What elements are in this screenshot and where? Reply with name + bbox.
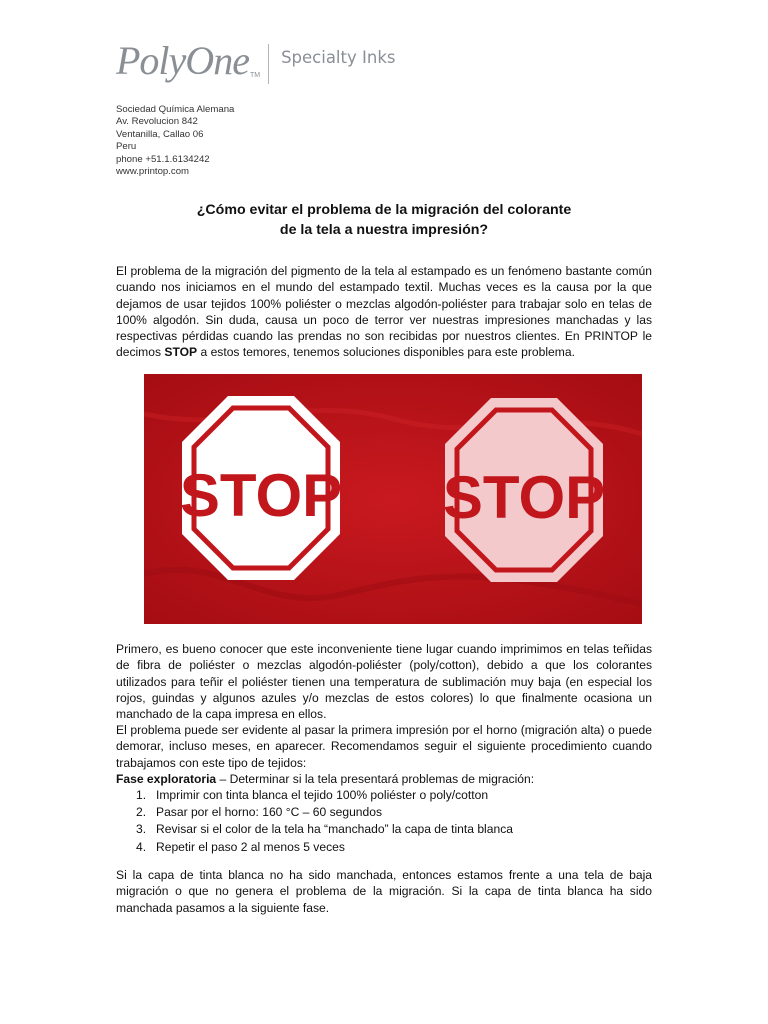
stop-sign-right bbox=[443, 398, 605, 582]
list-number: 1. bbox=[136, 788, 147, 802]
intro-text-end: a estos temores, tenemos soluciones disponibles para este problema. bbox=[197, 345, 575, 360]
logo-division: Specialty Inks bbox=[281, 48, 396, 67]
stop-signs-photo bbox=[144, 374, 642, 624]
paragraph-second bbox=[116, 722, 652, 787]
phase-label: Fase exploratoria bbox=[116, 771, 217, 786]
phase-heading bbox=[116, 771, 652, 787]
intro-bold: STOP bbox=[164, 345, 198, 360]
list-item bbox=[116, 787, 652, 804]
polyone-logo bbox=[116, 38, 395, 88]
document-title bbox=[116, 200, 652, 240]
address-line: Av. Revolucion 842 bbox=[116, 116, 198, 128]
list-number: 4. bbox=[136, 839, 147, 854]
closing-paragraph: Si la capa de tinta blanca no ha sido manchada, entonces estamos frente a una tela de baja migración o que no genera el problema de la migración. Si la capa de tinta blanca ha sido manchada pasamos a la siguiente fase. bbox=[116, 868, 652, 915]
steps-list bbox=[116, 787, 652, 856]
phase-text: – Determinar si la tela presentará problemas de migración: bbox=[216, 771, 535, 786]
logo-trademark: TM bbox=[249, 72, 261, 79]
list-number: 2. bbox=[136, 805, 147, 820]
stop-signs-illustration bbox=[144, 374, 642, 624]
logo-wordmark: PolyOne bbox=[116, 38, 249, 83]
list-number: 3. bbox=[136, 822, 147, 837]
address-line: phone +51.1.6134242 bbox=[116, 153, 210, 165]
address-line: Sociedad Química Alemana bbox=[116, 104, 235, 115]
list-item bbox=[116, 839, 652, 856]
intro-text: El problema de la migración del pigmento de la tela al estampado es un fenómeno bastante común cuando nos iniciamos en el mundo del estampado textil. Muchas veces es la causa por la que dejamos de usar tejidos 100% poliéster o mezclas algodón-poliéster para trabajar solo en telas de 100% algodón. Sin duda, causa un poco de terror ver nuestras impresiones manchadas y las respectivas pérdidas cuando las prendas no son recibidas por nuestros clientes. En PRINTOP le decimos bbox=[116, 264, 652, 360]
list-text: Pasar por el horno: 160 °C – 60 segundos bbox=[156, 805, 383, 820]
logo-divider bbox=[268, 44, 269, 84]
intro-paragraph bbox=[116, 263, 652, 361]
stop-text-right: STOP bbox=[442, 464, 606, 531]
address-line: Ventanilla, Callao 06 bbox=[116, 128, 204, 140]
list-text: Imprimir con tinta blanca el tejido 100% poliéster o poly/cotton bbox=[156, 788, 489, 802]
address-line: Peru bbox=[116, 141, 137, 153]
address-line: www.printop.com bbox=[116, 166, 190, 178]
stop-sign-left bbox=[180, 396, 342, 580]
stop-text-left: STOP bbox=[179, 462, 343, 529]
paragraph-first: Primero, es bueno conocer que este inconveniente tiene lugar cuando imprimimos en telas teñidas de fibra de poliéster o mezclas algodón-poliéster (poly/cotton), debido a que los colorantes utilizados para teñir el poliéster tienen una temperatura de sublimación muy baja (en especial los rojos, guindas y algunos azules y/o mezclas de estos colores) lo que finalmente ocasiona un manchado de la capa impresa en ellos. bbox=[116, 642, 652, 722]
title-line: de la tela a nuestra impresión? bbox=[279, 222, 489, 238]
list-text: Repetir el paso 2 al menos 5 veces bbox=[156, 839, 345, 854]
list-item bbox=[116, 804, 652, 821]
paragraph-second-text: El problema puede ser evidente al pasar la primera impresión por el horno (migración alta) o puede demorar, incluso meses, en aparecer. Recomendamos seguir el siguiente procedimiento cuando trabajamos con este tipo de tejidos: bbox=[116, 723, 652, 770]
title-line: ¿Cómo evitar el problema de la migración del colorante bbox=[196, 202, 572, 218]
list-item bbox=[116, 821, 652, 838]
list-text: Revisar si el color de la tela ha “manchado” la capa de tinta blanca bbox=[156, 822, 513, 837]
company-address bbox=[116, 104, 234, 178]
